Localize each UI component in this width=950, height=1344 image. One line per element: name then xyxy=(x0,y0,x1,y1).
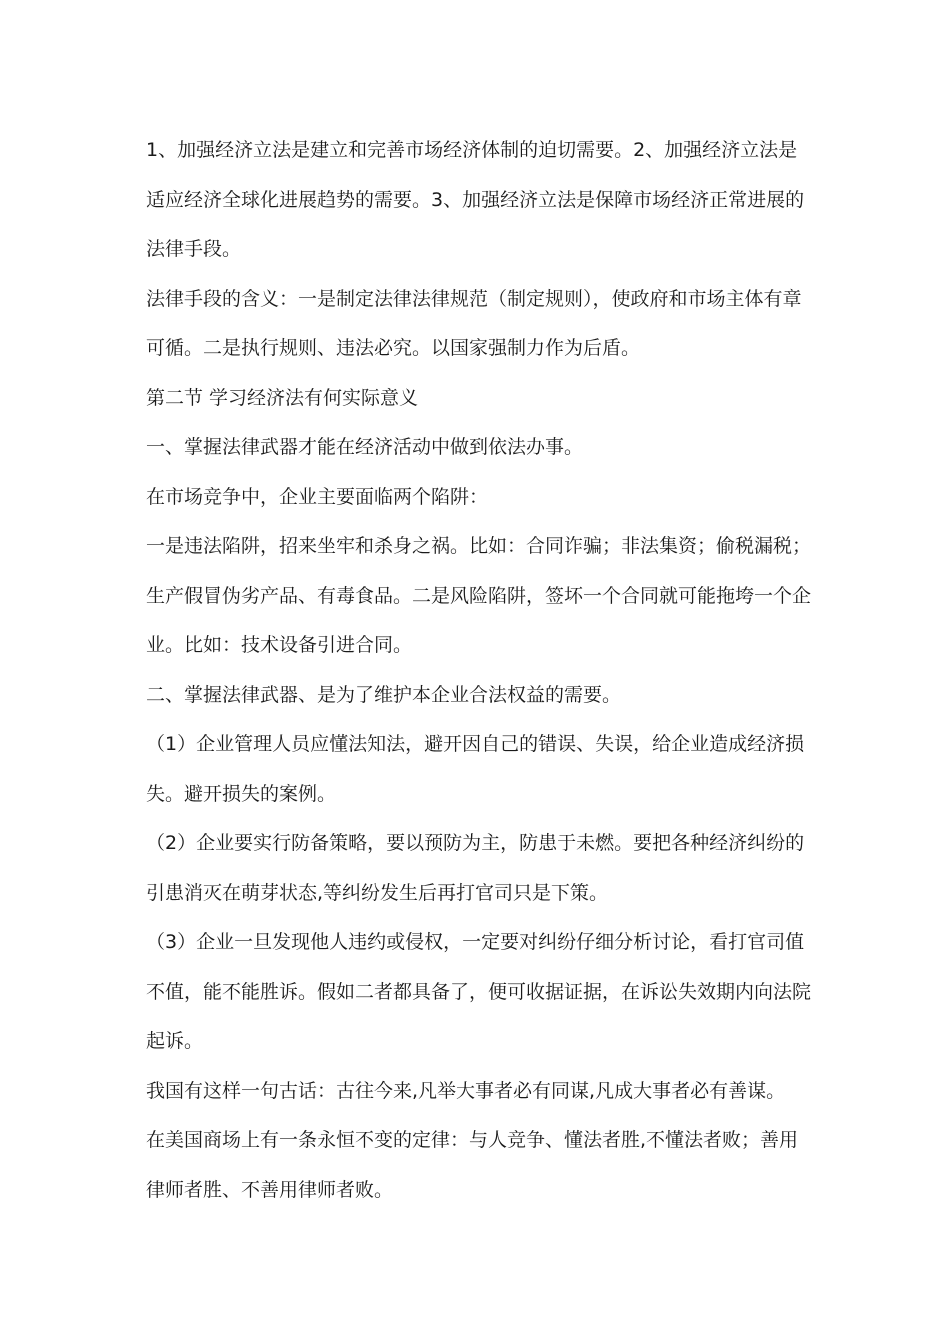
paragraph-item-1: （1）企业管理人员应懂法知法，避开因自己的错误、失误，给企业造成经济损失。避开损失的案例。 xyxy=(146,733,805,805)
document-body xyxy=(146,126,811,1215)
paragraph-item-3: （3）企业一旦发现他人违约或侵权，一定要对纠纷仔细分析讨论，看打官司值不值，能不能胜诉。假如二者都具备了，便可收据证据，在诉讼失效期内向法院起诉。 xyxy=(146,931,812,1052)
paragraph-legal-means-meaning: 法律手段的含义：一是制定法律法律规范（制定规则），使政府和市场主体有章可循。二是执行规则、违法必究。以国家强制力作为后盾。 xyxy=(146,287,802,359)
paragraph-us-rule: 在美国商场上有一条永恒不变的定律：与人竞争、懂法者胜,不懂法者败；善用律师者胜、不善用律师者败。 xyxy=(146,1129,799,1201)
paragraph-proverb: 我国有这样一句古话：古往今来,凡举大事者必有同谋,凡成大事者必有善谋。 xyxy=(146,1079,786,1102)
paragraph-item-2: （2）企业要实行防备策略，要以预防为主，防患于未燃。要把各种经济纠纷的引患消灭在萌芽状态,等纠纷发生后再打官司只是下策。 xyxy=(146,832,805,904)
paragraph-trap-details: 一是违法陷阱，招来坐牢和杀身之祸。比如：合同诈骗；非法集资；偷税漏税；生产假冒伪劣产品、有毒食品。二是风险陷阱，签坏一个合同就可能拖垮一个企业。比如：技术设备引进合同。 xyxy=(146,535,812,656)
paragraph-market-traps: 在市场竞争中，企业主要面临两个陷阱： xyxy=(146,485,489,508)
paragraph-point-one: 一、掌握法律武器才能在经济活动中做到依法办事。 xyxy=(146,436,584,458)
section-heading: 第二节 学习经济法有何实际意义 xyxy=(146,386,419,409)
paragraph-legislation-needs: 1、加强经济立法是建立和完善市场经济体制的迫切需要。2、加强经济立法是适应经济全球化进展趋势的需要。3、加强经济立法是保障市场经济正常进展的法律手段。 xyxy=(146,139,805,260)
paragraph-point-two: 二、掌握法律武器、是为了维护本企业合法权益的需要。 xyxy=(146,683,622,706)
